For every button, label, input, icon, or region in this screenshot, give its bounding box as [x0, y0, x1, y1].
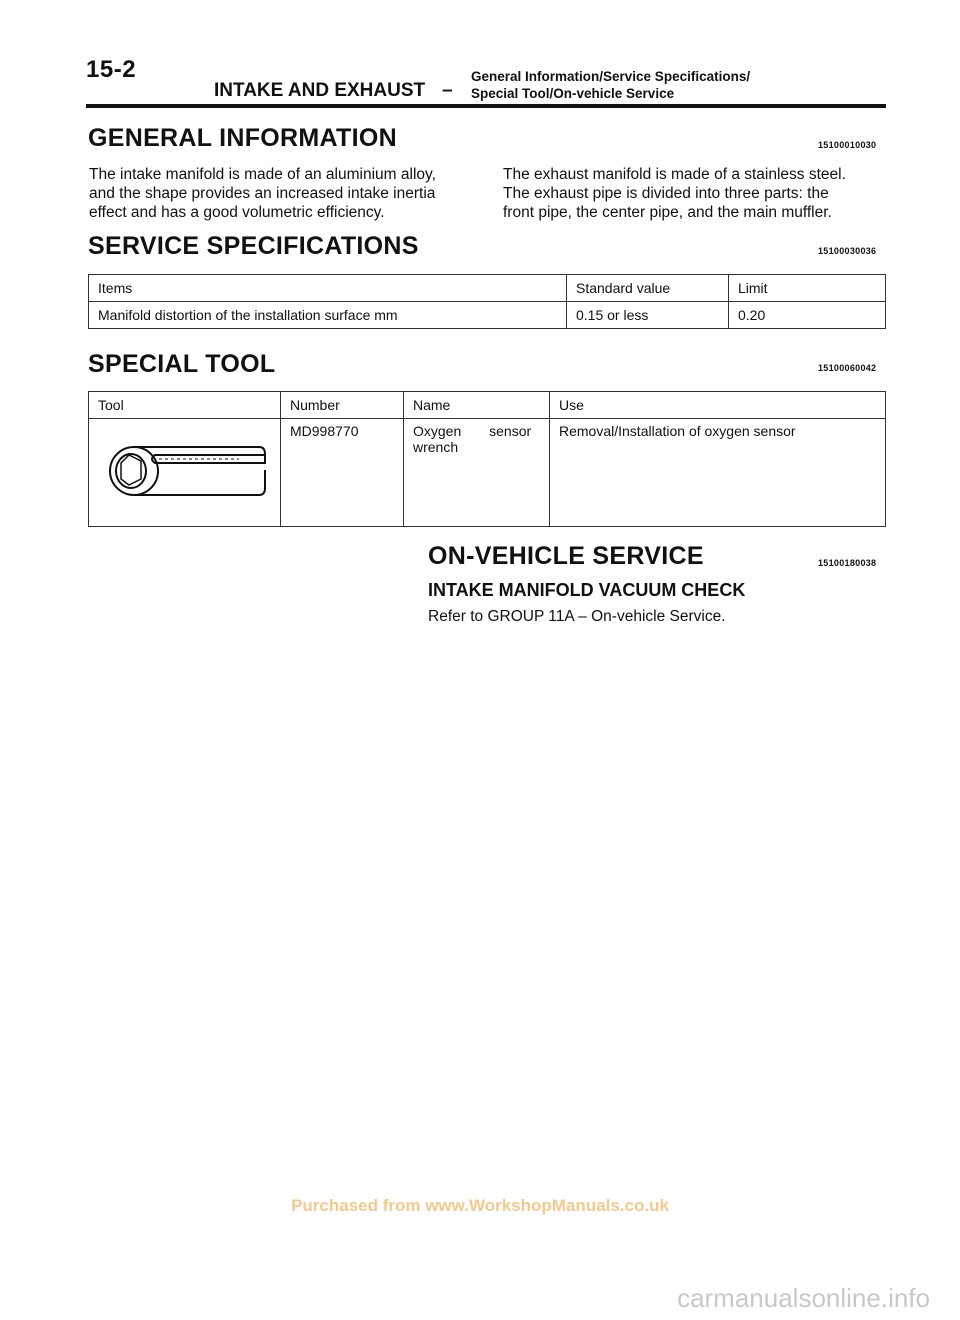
cell-name	[404, 419, 550, 527]
special-tool-table	[88, 391, 886, 527]
header-cell-use: Use	[550, 392, 886, 419]
left-paragraph-line: effect and has a good volumetric efficiency.	[89, 204, 385, 221]
general-information-title: GENERAL INFORMATION	[88, 124, 397, 152]
cell-standard-value: 0.15 or less	[567, 302, 729, 329]
cell-number: MD998770	[281, 419, 404, 527]
service-specifications-title: SERVICE SPECIFICATIONS	[88, 232, 419, 260]
name-line: Oxygen sensor	[413, 423, 532, 439]
table-header-row	[89, 275, 886, 302]
right-paragraph-line: front pipe, the center pipe, and the main muffler.	[503, 204, 832, 221]
general-information-left-paragraph	[89, 165, 479, 222]
cell-use: Removal/Installation of oxygen sensor	[550, 419, 886, 527]
general-information-right-paragraph	[503, 165, 893, 222]
service-specifications-code: 15100030036	[818, 246, 877, 256]
footer-site-watermark: carmanualsonline.info	[677, 1283, 930, 1313]
special-tool-code: 15100060042	[818, 363, 877, 373]
header-cell-standard-value: Standard value	[567, 275, 729, 302]
left-paragraph-line: The intake manifold is made of an aluminium alloy,	[89, 166, 436, 183]
cell-limit: 0.20	[729, 302, 886, 329]
header-cell-name: Name	[404, 392, 550, 419]
refer-to-group-text: Refer to GROUP 11A – On-vehicle Service.	[428, 608, 726, 625]
intake-manifold-vacuum-check-heading: INTAKE MANIFOLD VACUUM CHECK	[428, 580, 746, 600]
oxygen-sensor-wrench-icon	[89, 423, 279, 523]
header-subtitle-line1: General Information/Service Specifications/	[471, 69, 751, 84]
cell-item: Manifold distortion of the installation surface mm	[89, 302, 567, 329]
left-paragraph-line: and the shape provides an increased intake inertia	[89, 185, 436, 202]
page-number: 15-2	[86, 56, 137, 83]
header-cell-number: Number	[281, 392, 404, 419]
service-specifications-table	[88, 274, 886, 329]
purchase-watermark: Purchased from www.WorkshopManuals.co.uk	[291, 1196, 669, 1215]
table-row	[89, 419, 886, 527]
header-cell-tool: Tool	[89, 392, 281, 419]
special-tool-title: SPECIAL TOOL	[88, 350, 276, 378]
on-vehicle-service-title: ON-VEHICLE SERVICE	[428, 542, 704, 570]
chapter-dash: –	[442, 80, 453, 101]
chapter-title: INTAKE AND EXHAUST	[214, 80, 426, 101]
general-information-code: 15100010030	[818, 140, 877, 150]
table-row	[89, 302, 886, 329]
right-paragraph-line: The exhaust pipe is divided into three parts: the	[503, 185, 829, 202]
header-cell-items: Items	[89, 275, 567, 302]
name-line: wrench	[413, 439, 459, 455]
header-cell-limit: Limit	[729, 275, 886, 302]
header-rule	[86, 104, 886, 108]
cell-tool-drawing	[89, 419, 281, 527]
on-vehicle-service-code: 15100180038	[818, 558, 877, 568]
right-paragraph-line: The exhaust manifold is made of a stainless steel.	[503, 166, 846, 183]
header-subtitle-line2: Special Tool/On-vehicle Service	[471, 86, 675, 101]
table-header-row	[89, 392, 886, 419]
